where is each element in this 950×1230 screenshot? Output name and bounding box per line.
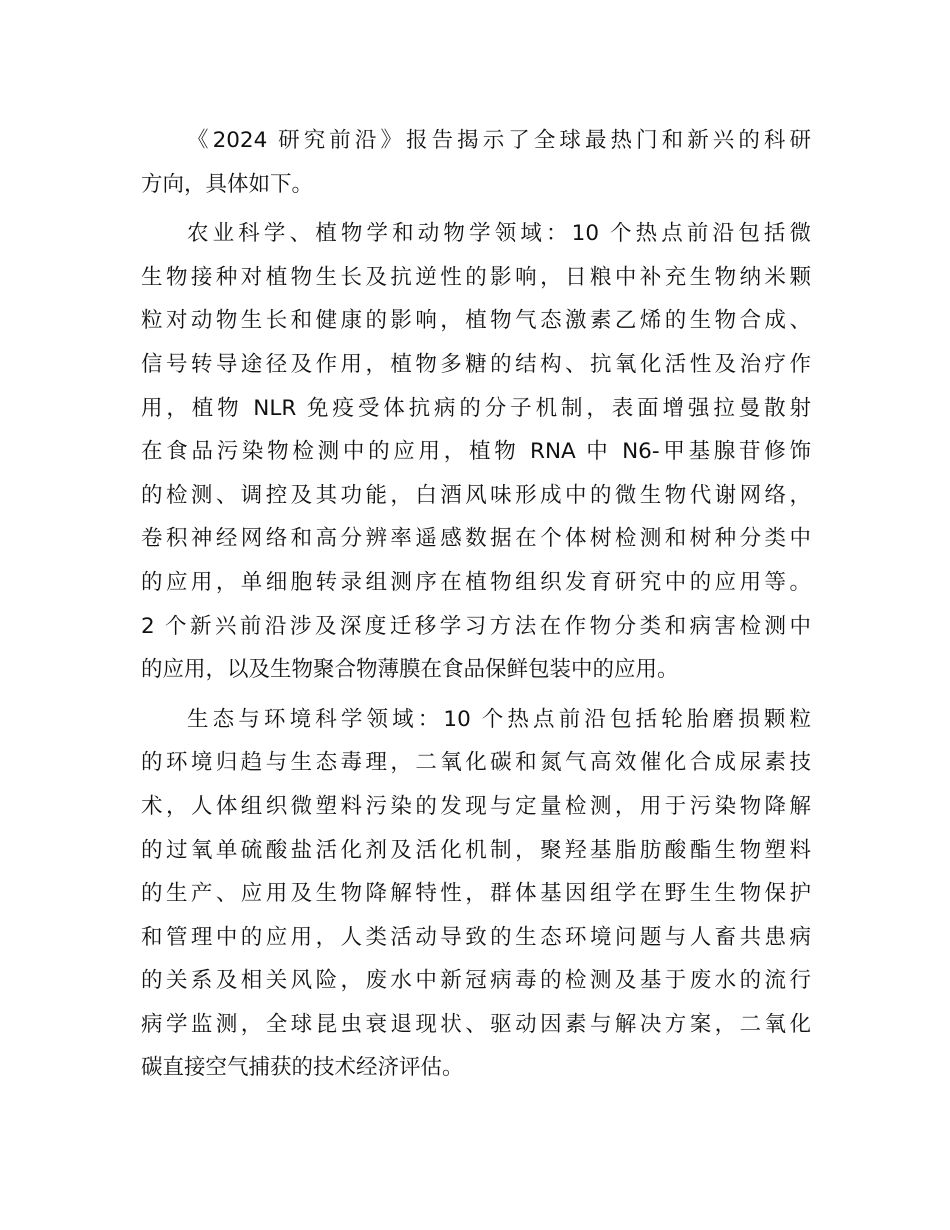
text-line: 的应用，单细胞转录组测序在植物组织发育研究中的应用等。 <box>141 569 811 595</box>
text-line: 的检测、调控及其功能，白酒风味形成中的微生物代谢网络， <box>141 482 811 508</box>
text-line: 卷积神经网络和高分辨率遥感数据在个体树检测和树种分类中 <box>141 526 811 552</box>
text-line: 方向，具体如下。 <box>141 171 314 197</box>
text-line: 信号转导途径及作用，植物多糖的结构、抗氧化活性及治疗作 <box>141 351 811 377</box>
text-line: 2 个新兴前沿涉及深度迁移学习方法在作物分类和病害检测中 <box>141 613 811 639</box>
text-line: 的生产、应用及生物降解特性，群体基因组学在野生生物保护 <box>141 881 811 907</box>
text-line: 病学监测，全球昆虫衰退现状、驱动因素与解决方案，二氧化 <box>141 1011 811 1037</box>
text-line: 术，人体组织微塑料污染的发现与定量检测，用于污染物降解 <box>141 793 811 819</box>
text-line: 用，植物 NLR 免疫受体抗病的分子机制，表面增强拉曼散射 <box>141 395 811 421</box>
text-line: 《2024 研究前沿》报告揭示了全球最热门和新兴的科研 <box>187 128 811 153</box>
paragraph-ecology <box>141 698 811 1090</box>
text-line: 农业科学、植物学和动物学领域：10 个热点前沿包括微 <box>187 221 811 247</box>
text-line: 碳直接空气捕获的技术经济评估。 <box>141 1055 464 1081</box>
text-line: 生物接种对植物生长及抗逆性的影响，日粮中补充生物纳米颗 <box>141 264 811 290</box>
text-line: 生态与环境科学领域：10 个热点前沿包括轮胎磨损颗粒 <box>187 706 811 732</box>
text-line: 的环境归趋与生态毒理，二氧化碳和氮气高效催化合成尿素技 <box>141 750 811 776</box>
text-line: 粒对动物生长和健康的影响，植物气态激素乙烯的生物合成、 <box>141 308 811 334</box>
text-line: 的过氧单硫酸盐活化剂及活化机制，聚羟基脂肪酸酯生物塑料 <box>141 837 811 863</box>
paragraph-agriculture <box>141 212 811 692</box>
paragraph-intro <box>141 119 811 206</box>
text-line: 在食品污染物检测中的应用，植物 RNA 中 N6-甲基腺苷修饰 <box>141 439 811 465</box>
document-body <box>141 119 811 1096</box>
text-line: 的关系及相关风险，废水中新冠病毒的检测及基于废水的流行 <box>141 968 811 994</box>
text-line: 的应用，以及生物聚合物薄膜在食品保鲜包装中的应用。 <box>141 657 679 683</box>
text-line: 和管理中的应用，人类活动导致的生态环境问题与人畜共患病 <box>141 924 811 950</box>
